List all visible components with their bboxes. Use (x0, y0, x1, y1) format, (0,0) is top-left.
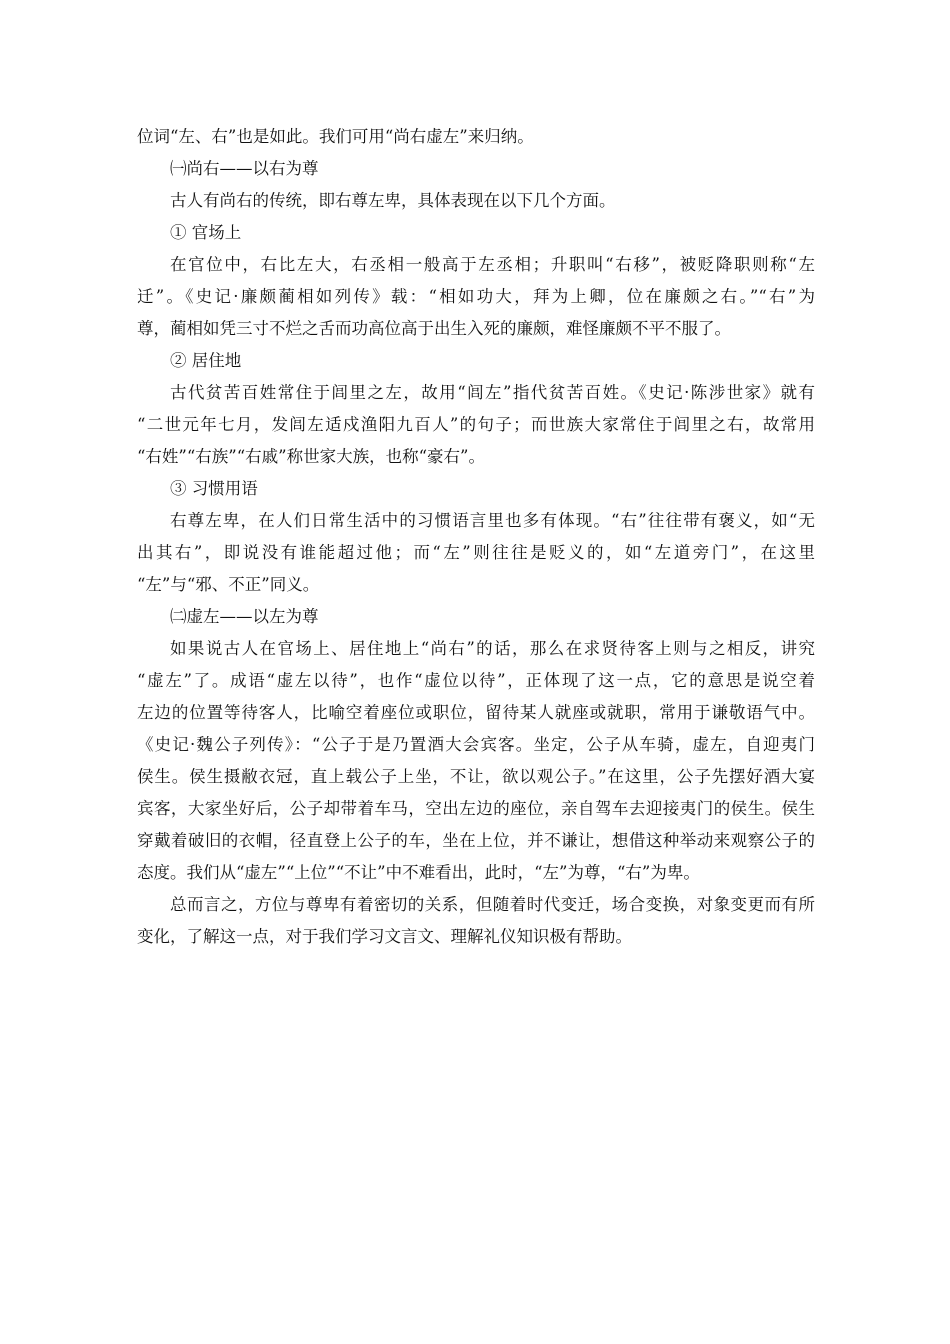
text-line: 古代贫苦百姓常住于闾里之左，故用“闾左”指代贫苦百姓。《史记·陈涉世家》就有 (170, 383, 815, 402)
text-line: 态度。我们从“虚左”“上位”“不让”中不难看出，此时，“左”为尊，“右”为卑。 (137, 863, 700, 882)
document-body (137, 121, 815, 953)
text-line: 《史记·魏公子列传》：“公子于是乃置酒大会宾客。坐定，公子从车骑，虚左，自迎夷门 (137, 735, 815, 754)
text-line: “虚左”了。成语“虚左以待”，也作“虚位以待”，正体现了这一点，它的意思是说空着 (137, 671, 815, 690)
section-heading-shang-you: ㈠尚右——以右为尊 (170, 159, 319, 178)
text-line: 右尊左卑，在人们日常生活中的习惯语言里也多有体现。“右”往往带有褒义，如“无 (170, 511, 815, 530)
text-line: “二世元年七月，发闾左适戍渔阳九百人”的句子；而世族大家常住于闾里之右，故常用 (137, 415, 815, 434)
text-line: 尊，蔺相如凭三寸不烂之舌而功高位高于出生入死的廉颇，难怪廉颇不平不服了。 (137, 319, 731, 338)
text-line: 左边的位置等待客人，比喻空着座位或职位，留待某人就座或就职，常用于谦敬语气中。 (137, 703, 815, 722)
subheading-juzhudi: ② 居住地 (170, 351, 242, 370)
text-line: 出其右”，即说没有谁能超过他；而“左”则往往是贬义的，如“左道旁门”，在这里 (137, 543, 815, 562)
text-line: “右姓”“右族”“右戚”称世家大族，也称“豪右”。 (137, 447, 485, 466)
subheading-xiguan-yongyu: ③ 习惯用语 (170, 479, 258, 498)
subheading-guanchang: ① 官场上 (170, 223, 242, 242)
text-line: 侯生。侯生摄敝衣冠，直上载公子上坐，不让，欲以观公子。”在这里，公子先摆好酒大宴 (137, 767, 815, 786)
text-line: “左”与“邪、不正”同义。 (137, 575, 320, 594)
text-line: 总而言之，方位与尊卑有着密切的关系，但随着时代变迁，场合变换，对象变更而有所 (170, 895, 815, 914)
text-line: 宾客，大家坐好后，公子却带着车马，空出左边的座位，亲自驾车去迎接夷门的侯生。侯生 (137, 799, 815, 818)
text-line: 位词“左、右”也是如此。我们可用“尚右虚左”来归纳。 (137, 127, 534, 146)
text-line: 变化，了解这一点，对于我们学习文言文、理解礼仪知识极有帮助。 (137, 927, 632, 946)
text-line: 如果说古人在官场上、居住地上“尚右”的话，那么在求贤待客上则与之相反，讲究 (170, 639, 815, 658)
text-line: 迁”。《史记·廉颇蔺相如列传》载：“相如功大，拜为上卿，位在廉颇之右。”“右”为 (137, 287, 815, 306)
section-heading-xu-zuo: ㈡虚左——以左为尊 (170, 607, 319, 626)
text-line: 穿戴着破旧的衣帽，径直登上公子的车，坐在上位，并不谦让，想借这种举动来观察公子的 (137, 831, 815, 850)
text-line: 古人有尚右的传统，即右尊左卑，具体表现在以下几个方面。 (170, 191, 616, 210)
text-line: 在官位中，右比左大，右丞相一般高于左丞相；升职叫“右移”，被贬降职则称“左 (170, 255, 815, 274)
